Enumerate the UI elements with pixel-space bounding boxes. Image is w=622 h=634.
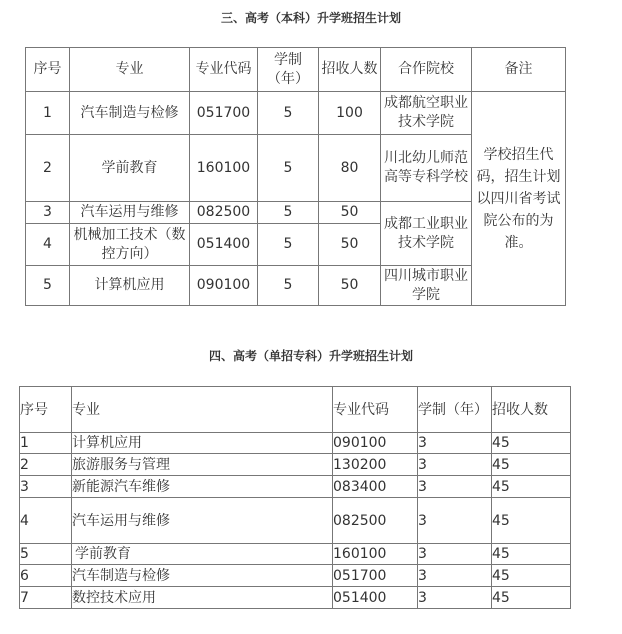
- table-row: [20, 544, 571, 565]
- row-major: 学前教育: [72, 544, 333, 565]
- row-no: 5: [26, 266, 70, 306]
- row-years: 3: [418, 433, 492, 454]
- header-count: 招收人数: [492, 387, 571, 433]
- row-major: 机械加工技术（数控方向）: [70, 224, 190, 266]
- row-code: 130200: [333, 454, 418, 476]
- table-header-row: [20, 387, 571, 433]
- row-major: 学前教育: [70, 135, 190, 202]
- row-count: 45: [492, 587, 571, 609]
- row-count: 45: [492, 433, 571, 454]
- table-row: [20, 498, 571, 544]
- remark-cell: 学校招生代码，招生计划以四川省考试院公布的为准。: [472, 92, 566, 306]
- row-count: 50: [319, 224, 381, 266]
- row-code: 160100: [333, 544, 418, 565]
- header-code: 专业代码: [333, 387, 418, 433]
- header-years: 学制（年）: [258, 48, 319, 92]
- header-major: 专业: [70, 48, 190, 92]
- row-years: 3: [418, 476, 492, 498]
- row-years: 3: [418, 498, 492, 544]
- row-years: 3: [418, 565, 492, 587]
- row-count: 45: [492, 498, 571, 544]
- table-row: [20, 565, 571, 587]
- school-cell: 川北幼儿师范高等专科学校: [381, 135, 472, 202]
- school-cell: 四川城市职业学院: [381, 266, 472, 306]
- row-count: 100: [319, 92, 381, 135]
- table-row: [20, 433, 571, 454]
- table-row: [20, 476, 571, 498]
- row-no: 2: [26, 135, 70, 202]
- row-major: 汽车运用与维修: [72, 498, 333, 544]
- table-row: [20, 587, 571, 609]
- row-no: 3: [26, 202, 70, 224]
- row-major: 计算机应用: [72, 433, 333, 454]
- vocational-plan-table: [19, 386, 571, 609]
- row-code: 051700: [190, 92, 258, 135]
- row-years: 5: [258, 224, 319, 266]
- row-years: 3: [418, 454, 492, 476]
- header-no: 序号: [20, 387, 72, 433]
- row-no: 3: [20, 476, 72, 498]
- row-no: 7: [20, 587, 72, 609]
- row-major: 旅游服务与管理: [72, 454, 333, 476]
- row-code: 083400: [333, 476, 418, 498]
- row-major: 数控技术应用: [72, 587, 333, 609]
- row-count: 45: [492, 476, 571, 498]
- school-cell: 成都工业职业技术学院: [381, 202, 472, 266]
- row-count: 45: [492, 565, 571, 587]
- row-no: 4: [26, 224, 70, 266]
- row-no: 1: [26, 92, 70, 135]
- row-code: 051400: [333, 587, 418, 609]
- row-years: 3: [418, 587, 492, 609]
- header-school: 合作院校: [381, 48, 472, 92]
- undergraduate-plan-table: [25, 47, 566, 306]
- row-years: 5: [258, 202, 319, 224]
- header-no: 序号: [26, 48, 70, 92]
- header-count: 招收人数: [319, 48, 381, 92]
- row-no: 2: [20, 454, 72, 476]
- school-cell: 成都航空职业技术学院: [381, 92, 472, 135]
- row-years: 3: [418, 544, 492, 565]
- row-count: 50: [319, 266, 381, 306]
- row-count: 45: [492, 544, 571, 565]
- row-code: 051400: [190, 224, 258, 266]
- row-count: 50: [319, 202, 381, 224]
- table-header-row: [26, 48, 566, 92]
- row-no: 4: [20, 498, 72, 544]
- header-remark: 备注: [472, 48, 566, 92]
- row-major: 汽车制造与检修: [70, 92, 190, 135]
- plan2-title: 四、高考（单招专科）升学班招生计划: [208, 349, 413, 363]
- row-major: 汽车制造与检修: [72, 565, 333, 587]
- header-major: 专业: [72, 387, 333, 433]
- row-code: 082500: [333, 498, 418, 544]
- row-code: 090100: [333, 433, 418, 454]
- table-row: [26, 92, 566, 135]
- row-no: 5: [20, 544, 72, 565]
- header-code: 专业代码: [190, 48, 258, 92]
- plan1-title: 三、高考（本科）升学班招生计划: [220, 11, 401, 25]
- row-count: 45: [492, 454, 571, 476]
- row-major: 计算机应用: [70, 266, 190, 306]
- row-no: 6: [20, 565, 72, 587]
- table-row: [20, 454, 571, 476]
- row-major: 汽车运用与维修: [70, 202, 190, 224]
- row-years: 5: [258, 92, 319, 135]
- row-major: 新能源汽车维修: [72, 476, 333, 498]
- row-no: 1: [20, 433, 72, 454]
- row-code: 160100: [190, 135, 258, 202]
- row-count: 80: [319, 135, 381, 202]
- row-code: 082500: [190, 202, 258, 224]
- row-code: 051700: [333, 565, 418, 587]
- header-years: 学制（年）: [418, 387, 492, 433]
- row-years: 5: [258, 135, 319, 202]
- row-code: 090100: [190, 266, 258, 306]
- row-years: 5: [258, 266, 319, 306]
